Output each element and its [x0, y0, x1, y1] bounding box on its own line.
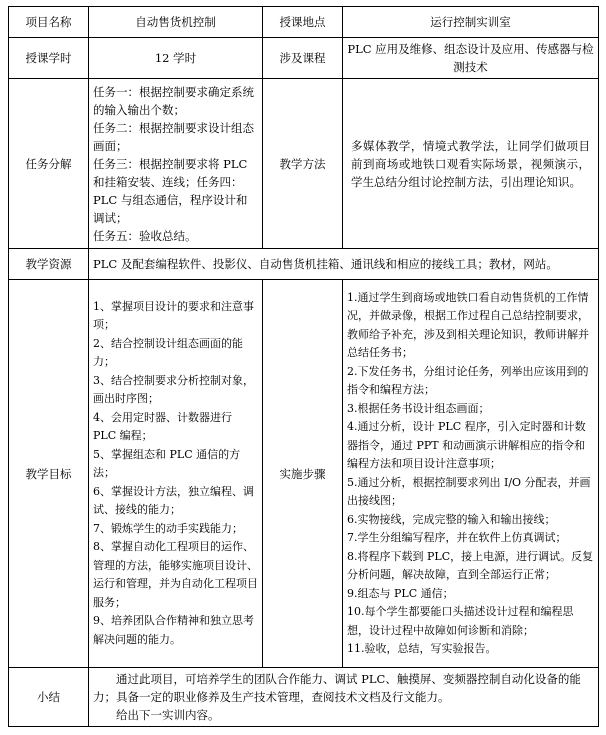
summary-label: 小结 — [9, 668, 89, 727]
resources-label: 教学资源 — [9, 249, 89, 280]
methods-value: 多媒体教学，情境式教学法，让同学们做项目前到商场或地铁口观看实际场景，视频演示，学生总结分组讨论控制方法，引出理论知识。 — [343, 79, 599, 249]
tasks-value: 任务一：根据控制要求确定系统的输入输出个数； 任务二：根据控制要求设计组态画面； 任务三：根据控制要求将 PLC 和挂箱安装、连线；任务四：PLC 与组态通信，程序设计和调试； 任务五：验收总结。 — [89, 79, 263, 249]
row-project-name — [9, 7, 599, 38]
methods-label: 教学方法 — [263, 79, 343, 249]
steps-label: 实施步骤 — [263, 280, 343, 668]
tasks-label: 任务分解 — [9, 79, 89, 249]
courses-label: 涉及课程 — [263, 38, 343, 79]
summary-text: 通过此项目，可培养学生的团队合作能力、调试 PLC、触摸屏、变频器控制自动化设备的能力；具备一定的职业修养及生产技术管理，查阅技术文档及行文能力。 — [93, 672, 581, 704]
row-goals-steps — [9, 280, 599, 668]
hours-value: 12 学时 — [89, 38, 263, 79]
location-value: 运行控制实训室 — [343, 7, 599, 38]
row-tasks — [9, 79, 599, 249]
summary-next: 给出下一实训内容。 — [116, 708, 220, 722]
lesson-plan-table — [8, 6, 599, 727]
location-label: 授课地点 — [263, 7, 343, 38]
hours-label: 授课学时 — [9, 38, 89, 79]
summary-value — [89, 668, 599, 727]
project-name-label: 项目名称 — [9, 7, 89, 38]
goals-label: 教学目标 — [9, 280, 89, 668]
row-hours — [9, 38, 599, 79]
steps-value: 1.通过学生到商场或地铁口看自动售货机的工作情况，并做录像，根据工作过程自己总结控制要求，教师给予补充，涉及到相关理论知识，教师讲解并总结任务书； 2.下发任务书，分组讨论任务，列举出应该用到的指令和编程方法； 3.根据任务书设计组态画面； 4.通过分析，设计 PLC 程序，引入定时器和计数器指令，通过 PPT 和动画演示讲解相应的指令和编程方法和项目设计注意事项； 5.通过分析，根据控制要求列出 I/O 分配表，并画出接线图； 6.实物接线，完成完整的输入和输出接线； 7.学生分组编写程序，并在软件上仿真调试； 8.将程序下载到 PLC，接上电源，进行调试。反复分析问题，解决故障，直到全部运行正常； 9.组态与 PLC 通信； 10.每个学生都要能口头描述设计过程和编程思想，设计过程中故障如何诊断和消除； 11.验收，总结，写实验报告。 — [343, 280, 599, 668]
goals-value: 1、掌握项目设计的要求和注意事项； 2、结合控制设计组态画面的能力； 3、结合控制要求分析控制对象，画出时序图； 4、会用定时器、计数器进行 PLC 编程； 5、掌握组态和 PLC 通信的方法； 6、掌握设计方法，独立编程、调试、接线的能力； 7、锻炼学生的动手实践能力； 8、掌握自动化工程项目的运作、管理的方法，能够实施项目设计、运行和管理，并为自动化工程项目服务； 9、培养团队合作精神和独立思考解决问题的能力。 — [89, 280, 263, 668]
row-resources — [9, 249, 599, 280]
courses-value: PLC 应用及维修、组态设计及应用、传感器与检测技术 — [343, 38, 599, 79]
resources-value: PLC 及配套编程软件、投影仪、自动售货机挂箱、通讯线和相应的接线工具；教材，网站。 — [89, 249, 599, 280]
project-name-value: 自动售货机控制 — [89, 7, 263, 38]
row-summary — [9, 668, 599, 727]
